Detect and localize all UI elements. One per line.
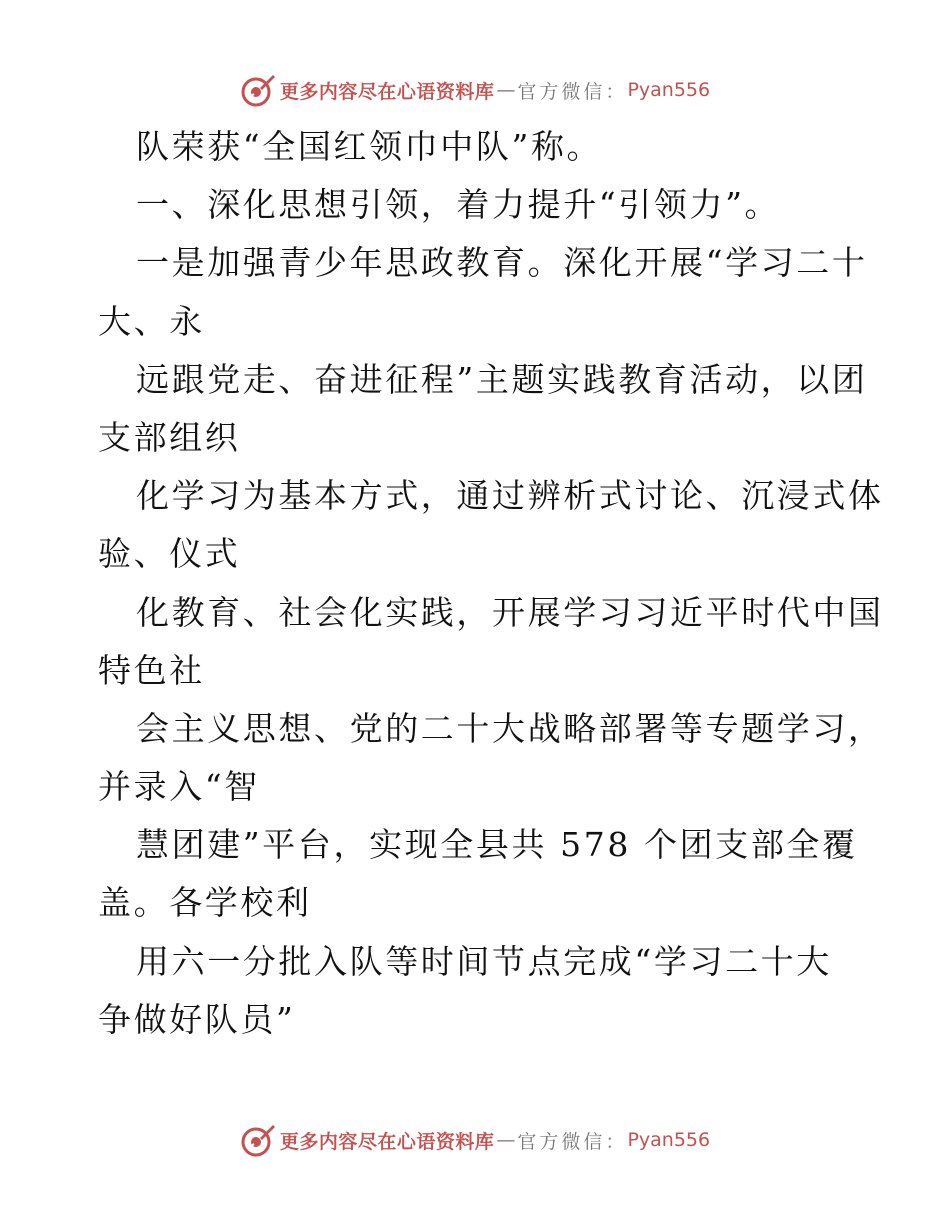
text-line: 一是加强青少年思政教育。深化开展“学习二十	[136, 243, 868, 283]
watermark-dash: —	[496, 1129, 516, 1151]
watermark-dash: —	[496, 79, 516, 101]
text-line: 大、永	[98, 301, 205, 341]
watermark-wechat-id: Pyan556	[627, 79, 711, 101]
text-line: 盖。各学校利	[98, 883, 312, 923]
text-line: 化学习为基本方式，通过辨析式讨论、沉浸式体	[136, 476, 884, 516]
section-heading: 一、深化思想引领，着力提升“引领力”。	[136, 185, 781, 225]
footer-watermark	[0, 1120, 950, 1160]
text-line: 队荣获“全国红领巾中队”称。	[136, 127, 603, 166]
text-line: 慧团建”平台，实现全县共 578 个团支部全覆	[136, 825, 858, 865]
document-body	[98, 118, 884, 1049]
header-watermark	[0, 70, 950, 110]
pen-logo-icon	[240, 72, 276, 108]
watermark-text: 更多内容尽在心语资料库	[279, 80, 495, 103]
watermark-wechat-id: Pyan556	[627, 1129, 711, 1151]
watermark-wechat-label: 官方微信：	[517, 80, 628, 103]
text-line: 特色社	[98, 650, 205, 690]
text-line: 远跟党走、奋进征程”主题实践教育活动，以团	[136, 359, 868, 399]
text-line: 化教育、社会化实践，开展学习习近平时代中国	[136, 592, 884, 632]
text-line: 验、仪式	[98, 534, 241, 574]
watermark-wechat-label: 官方微信：	[517, 1130, 628, 1153]
text-line: 会主义思想、党的二十大战略部署等专题学习，	[136, 708, 884, 748]
pen-logo-icon	[240, 1122, 276, 1158]
text-line: 支部组织	[98, 417, 241, 457]
text-line: 用六一分批入队等时间节点完成“学习二十大	[136, 941, 832, 981]
text-line: 争做好队员”	[98, 999, 296, 1039]
watermark-text: 更多内容尽在心语资料库	[279, 1130, 495, 1153]
text-line: 并录入“智	[98, 767, 260, 807]
